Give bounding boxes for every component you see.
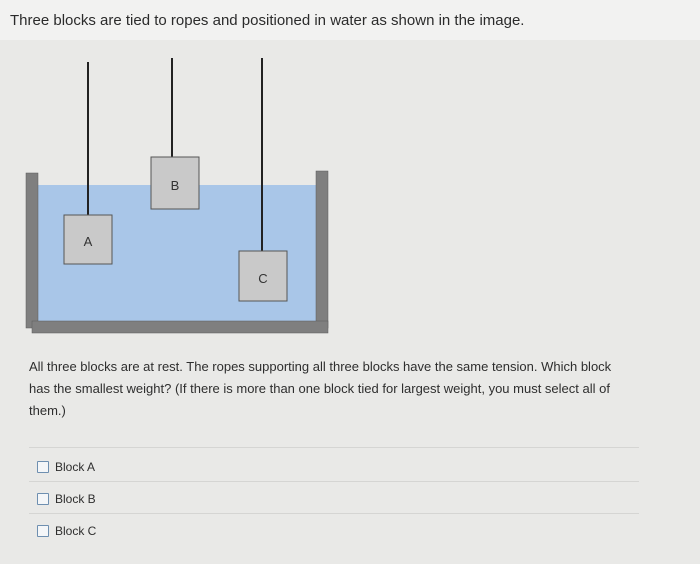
block-a	[64, 215, 112, 264]
question-prompt: All three blocks are at rest. The ropes supporting all three blocks have the same tension. Which block has the smallest weight? (If there is more than one block tied for largest weight, you must select all of them.)	[29, 359, 612, 418]
question-title: Three blocks are tied to ropes and positioned in water as shown in the image.	[10, 12, 525, 29]
tank-right-wall	[316, 171, 328, 328]
option-label: Block C	[55, 524, 97, 538]
divider	[29, 513, 639, 514]
checkbox-block-b[interactable]	[37, 493, 49, 505]
option-label: Block A	[55, 460, 96, 474]
divider	[29, 481, 639, 482]
tank-bottom	[32, 321, 328, 333]
option-block-a[interactable]	[37, 460, 95, 474]
block-c-label: C	[258, 271, 268, 286]
option-block-c[interactable]	[37, 524, 96, 538]
option-block-b[interactable]	[37, 492, 96, 506]
tank-left-wall	[26, 173, 38, 328]
option-label: Block B	[55, 492, 96, 506]
checkbox-block-c[interactable]	[37, 525, 49, 537]
divider	[29, 447, 639, 448]
block-c	[239, 251, 287, 301]
checkbox-block-a[interactable]	[37, 461, 49, 473]
block-b	[151, 157, 199, 209]
block-b-label: B	[170, 178, 180, 193]
block-a-label: A	[83, 234, 93, 249]
